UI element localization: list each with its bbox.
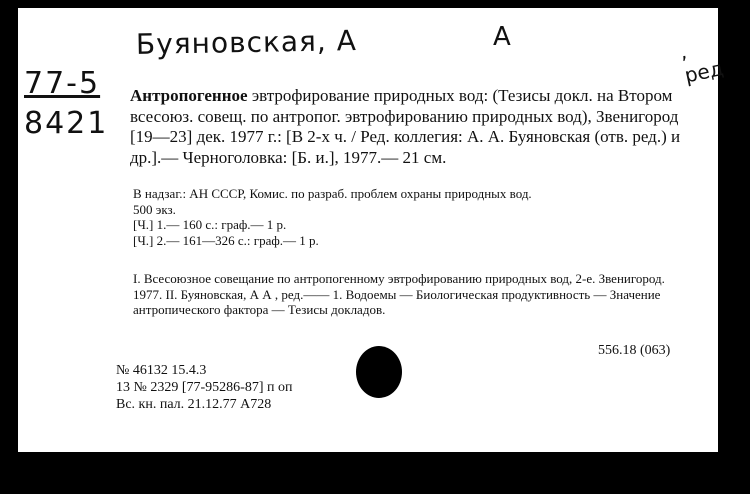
call-number-top: 77-5 <box>24 66 101 101</box>
note-line: [Ч.] 2.— 161—326 с.: граф.— 1 р. <box>133 232 319 248</box>
title-heading: Антропогенное <box>130 86 248 105</box>
notes-block <box>133 186 693 248</box>
handwritten-editor-note: , ред <box>677 39 726 88</box>
handwritten-letter: А <box>493 22 511 52</box>
title-details: эвтрофирование природных вод: (Тезисы докл. на Втором всесоюз. совещ. по антропог. эвтрофированию природных вод), Звенигород [19—23] дек. 1977 г.: [В 2-х ч. / Ред. коллегия: А. А. Буяновская (отв. ред.) и др.].— Черноголовка: [Б. и.], 1977.— 21 см. <box>130 86 681 167</box>
call-number-bottom: 8421 <box>24 106 109 141</box>
catalog-card <box>18 8 726 452</box>
footer-line: № 46132 15.4.3 <box>116 363 207 378</box>
note-line: [Ч.] 1.— 160 с.: граф.— 1 р. <box>133 217 287 232</box>
handwritten-author: Буяновская, А <box>135 24 358 61</box>
punch-hole <box>356 346 402 398</box>
footer-line: 13 № 2329 [77-95286-87] п оп <box>116 380 293 395</box>
bibliographic-description <box>130 86 690 168</box>
classification-code: 556.18 (063) <box>598 343 671 358</box>
subject-headings: I. Всесоюзное совещание по антропогенному эвтрофированию природных вод, 2-е. Звенигород. 1977. II. Буяновская, А А , ред.—— 1. Водоемы — Биологическая продуктивность — Значение антропического фактора — Тезисы докладов. <box>133 271 665 317</box>
note-line: 500 экз. <box>133 201 176 217</box>
note-line: В надзаг.: АН СССР, Комис. по разраб. проблем охраны природных вод. <box>133 186 532 201</box>
footer-line: Вс. кн. пал. 21.12.77 А728 <box>116 397 272 412</box>
